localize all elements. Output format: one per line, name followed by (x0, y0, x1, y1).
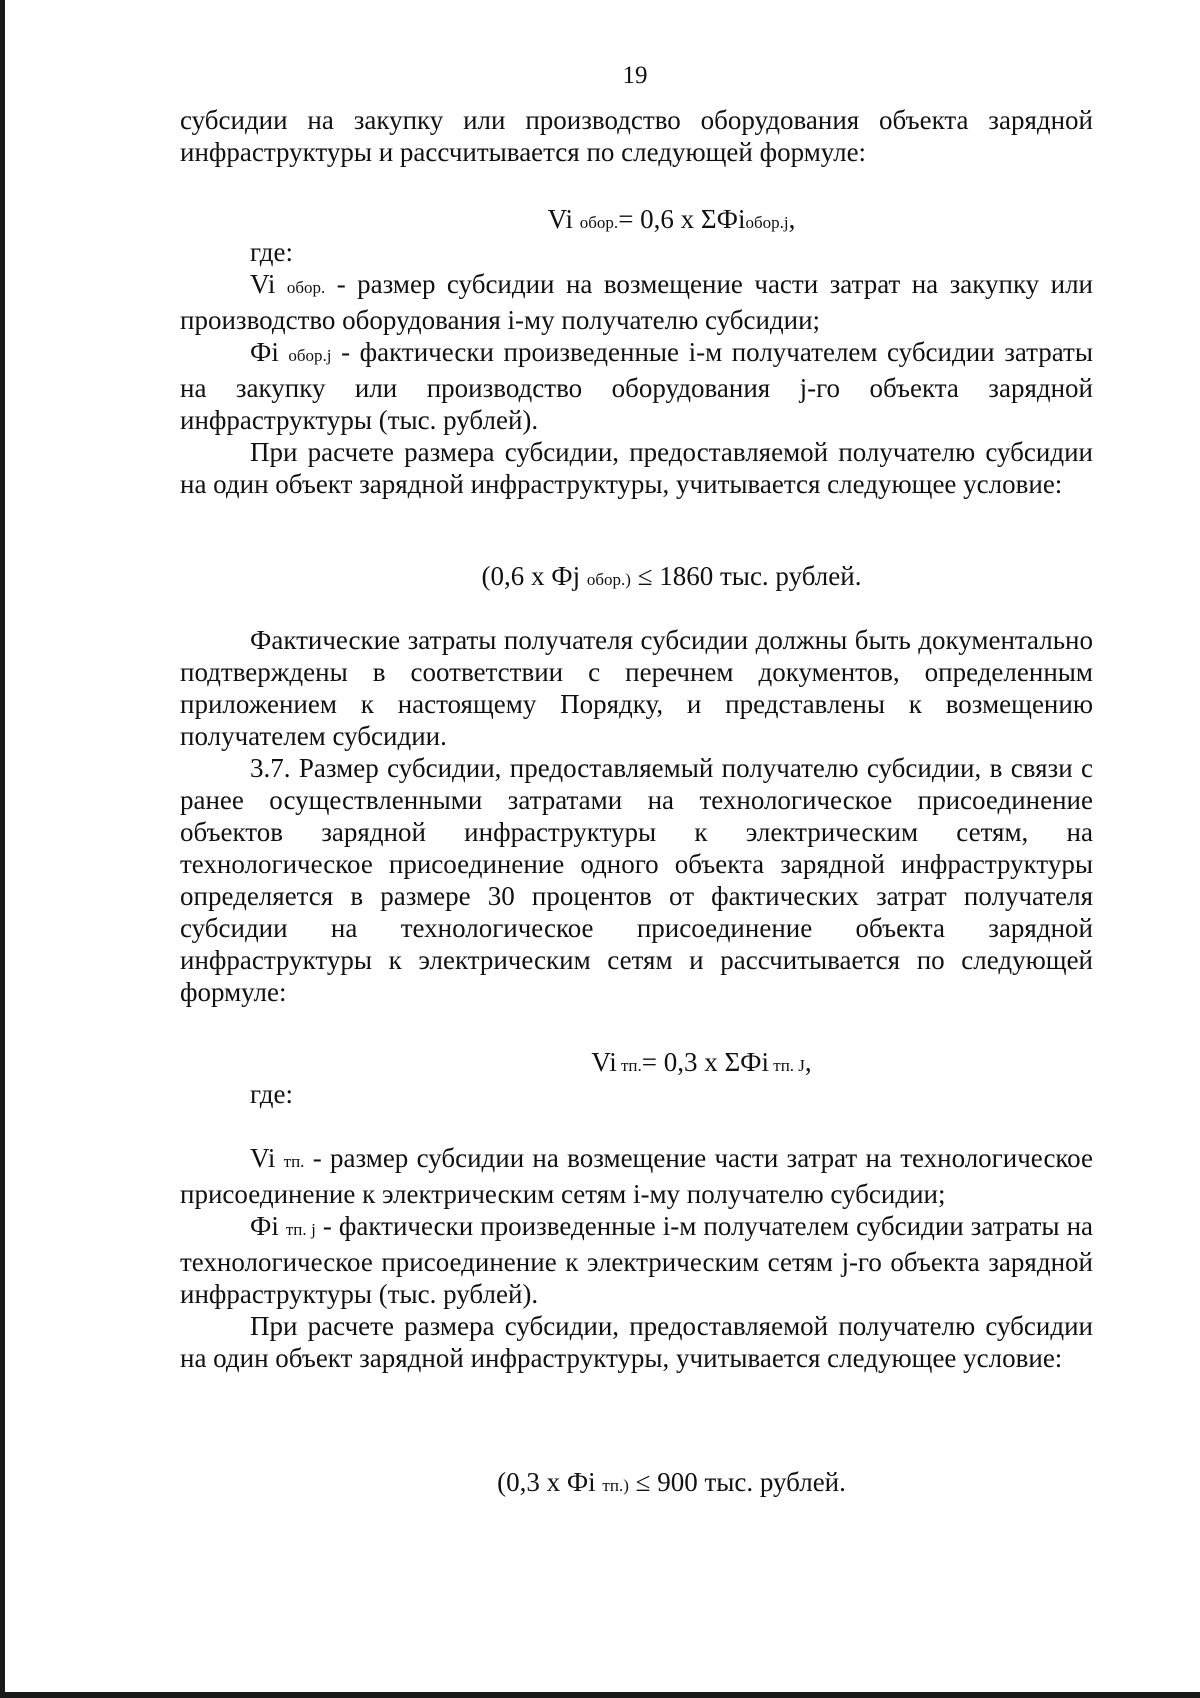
intro-block (180, 104, 1093, 168)
where-label-1: где: (250, 237, 293, 267)
def3-text: - размер субсидии на возмещение части затрат на технологическое присоединение к электрическим сетям i-му получателю субсидии; (180, 1143, 1093, 1209)
formula1-rhs: = 0,6 х ΣФi (618, 204, 746, 234)
formula2-pre: (0,6 х Фj (481, 561, 587, 591)
formula-limit-connection (180, 1466, 1093, 1502)
scan-left-edge (0, 0, 5, 1698)
costs-block (180, 624, 1093, 1008)
def4-symbol: Фi (250, 1211, 286, 1241)
def2-text: - фактически произведенные i-м получателем субсидии затраты на закупку или производство оборудования j-го объекта зарядной инфраструктуры (тыс. рублей). (180, 337, 1093, 435)
formula4-pre: (0,3 х Фi (497, 1467, 603, 1497)
formula3-lhs: Vi (591, 1047, 617, 1077)
formula1-rhs-sub: обор.j (745, 213, 789, 232)
formula-connection (180, 1046, 1093, 1082)
definition-v-tp (180, 1142, 1093, 1210)
condition-paragraph-2: При расчете размера субсидии, предоставляемой получателю субсидии на один объект зарядной инфраструктуры, учитывается следующее условие: (180, 1311, 1093, 1373)
page-number: 19 (622, 62, 648, 89)
formula2-sub: обор.) (586, 570, 631, 589)
scan-bottom-edge (0, 1692, 1200, 1698)
formula3-lhs-sub: тп. (616, 1056, 642, 1075)
def4-text: - фактически произведенные i-м получателем субсидии затраты на технологическое присоединение к электрическим сетям j-го объекта зарядной инфраструктуры (тыс. рублей). (180, 1211, 1093, 1309)
definition-f-tp (180, 1210, 1093, 1310)
definitions-block-1 (180, 268, 1093, 500)
clause-3-7: 3.7. Размер субсидии, предоставляемый получателю субсидии, в связи с ранее осуществленными затратами на технологическое присоединение объектов зарядной инфраструктуры к электрическим сетям, на технологическое присоединение одного объекта зарядной инфраструктуры определяется в размере 30 процентов от фактических затрат получателя субсидии на технологическое присоединение объекта зарядной инфраструктуры к электрическим сетям и рассчитывается по следующей формуле: (180, 753, 1093, 1007)
formula3-rhs-sub: тп. J (769, 1056, 805, 1075)
def4-sub: тп. j (285, 1220, 316, 1239)
intro-paragraph: субсидии на закупку или производство оборудования объекта зарядной инфраструктуры и рассчитывается по следующей формуле: (180, 105, 1093, 167)
formula-limit-equipment (180, 560, 1093, 596)
definition-f-obor (180, 336, 1093, 436)
formula4-sub: тп.) (602, 1476, 629, 1495)
formula1-lhs-sub: обор. (579, 213, 619, 232)
def2-sub: обор.j (288, 346, 332, 365)
formula2-post: ≤ 1860 тыс. рублей. (630, 561, 862, 591)
def1-sub: обор. (286, 278, 326, 297)
def3-sub: тп. (283, 1152, 305, 1171)
def3-symbol: Vi (250, 1143, 284, 1173)
def1-text: - размер субсидии на возмещение части затрат на закупку или производство оборудования i-му получателю субсидии; (180, 269, 1093, 335)
formula-equipment (180, 203, 1128, 239)
formula1-tail: , (788, 204, 796, 234)
condition-paragraph-1: При расчете размера субсидии, предоставляемой получателю субсидии на один объект зарядной инфраструктуры, учитывается следующее условие: (180, 437, 1093, 499)
definitions-block-2 (180, 1142, 1093, 1374)
formula3-tail: , (804, 1047, 812, 1077)
def1-symbol: Vi (250, 269, 287, 299)
def2-symbol: Фi (250, 337, 289, 367)
definition-v-obor (180, 268, 1093, 336)
costs-paragraph: Фактические затраты получателя субсидии должны быть документально подтверждены в соответствии с перечнем документов, определенным приложением к настоящему Порядку, и представлены к возмещению получателем субсидии. (180, 625, 1093, 751)
where-label-2: где: (250, 1079, 293, 1109)
formula3-rhs: = 0,3 х ΣФi (641, 1047, 770, 1077)
formula4-post: ≤ 900 тыс. рублей. (628, 1467, 846, 1497)
formula1-lhs: Vi (547, 204, 580, 234)
